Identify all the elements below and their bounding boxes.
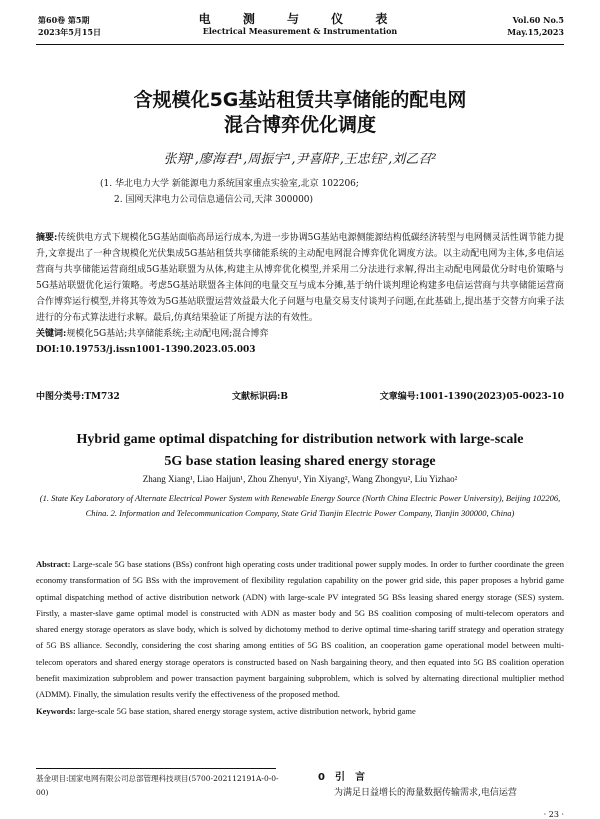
article-number: 文章编号:1001-1390(2023)05-0023-10 xyxy=(379,392,564,402)
en-abstract-label: Abstract: xyxy=(36,559,71,569)
cn-keywords-text: 规模化5G基站;共享储能系统;主动配电网;混合博弈 xyxy=(66,329,269,339)
doi: DOI:10.19753/j.issn1001-1390.2023.05.003 xyxy=(36,345,256,355)
footnote-divider xyxy=(36,768,276,769)
cn-abstract-label: 摘要: xyxy=(36,233,58,243)
en-title-line2: 5G base station leasing shared energy storage xyxy=(164,454,436,469)
cn-keywords-label: 关键词: xyxy=(36,329,67,339)
date-en: May.15,2023 xyxy=(507,27,564,37)
en-title-line1: Hybrid game optimal dispatching for distribution network with large-scale xyxy=(76,432,524,447)
journal-title-cn: 电 测 与 仪 表 xyxy=(198,12,402,26)
cn-affiliation-1: (1. 华北电力大学 新能源电力系统国家重点实验室,北京 102206; xyxy=(100,179,359,189)
en-affiliations: (1. State Key Laboratory of Alternate Electrical Power System with Renewable Energy Source (North China Electric Power University), Beijing 102206, China. 2. Information and Telecommunication Company, State Grid Tianjin Electric Power Company, Tianjin 300000, China) xyxy=(39,493,561,518)
date-cn: 2023年5月15日 xyxy=(38,27,101,37)
introduction-heading: 0 引 言 xyxy=(318,772,365,783)
volume-issue-en: Vol.60 No.5 xyxy=(512,15,564,25)
introduction-text: 为满足日益增长的海量数据传输需求,电信运营 xyxy=(334,788,517,798)
clc-number: 中图分类号:TM732 xyxy=(36,392,120,402)
en-abstract-block xyxy=(36,556,564,719)
funding-footnote: 基金项目:国家电网有限公司总部管理科技项目(5700-202112191A-0-0-00) xyxy=(36,774,279,797)
volume-issue-cn: 第60卷 第5期 xyxy=(38,15,90,25)
cn-authors: 张翔¹,廖海君¹,周振宇¹,尹喜阳²,王忠钰²,刘乙召² xyxy=(163,152,437,167)
en-abstract-text: Large-scale 5G base stations (BSs) confront high operating costs under traditional power supply modes. In order to further coordinate the green economy transformation of 5G BSs with the improvement of flexibility regulation capability on the power grid side, this paper proposes a hybrid game optimal dispatching method of active distribution network (ADN) with large-scale PV integrated 5G BSs leasing shared energy storage (SES) system. Firstly, a master-slave game optimal model is constructed with ADN as master body and 5G BS coalition composing of multi-telecom operators and shared energy storage operators as slave body, which is solved by dichotomy method to derive optimal time-sharing tariff strategy and operation strategy of 5G BS alliance. Secondly, considering the cost sharing among entities of 5G BS coalition, an cooperation game operational model between multi-telecom operators and shared energy storage operators is constructed based on Nash bargaining theory, and then equated into 5G BS coalition operation benefit maximization subproblem and power transaction payment bargaining subproblem, which is solved by alternating directional multiplier method (ADMM). Finally, the simulation results verify the effectiveness of the proposed method. xyxy=(36,559,565,700)
page-number: · 23 · xyxy=(543,810,564,819)
cn-title-line2: 混合博弈优化调度 xyxy=(223,114,376,136)
cn-abstract-block xyxy=(36,230,564,358)
en-authors: Zhang Xiang¹, Liao Haijun¹, Zhou Zhenyu¹, Yin Xiyang², Wang Zhongyu², Liu Yizhao² xyxy=(142,474,458,484)
header-divider xyxy=(36,44,564,45)
cn-title-line1: 含规模化5G基站租赁共享储能的配电网 xyxy=(133,89,467,111)
cn-affiliations xyxy=(100,176,510,208)
en-keywords-label: Keywords: xyxy=(36,705,76,716)
journal-title-en: Electrical Measurement & Instrumentation xyxy=(202,26,398,36)
cn-affiliation-2: 2. 国网天津电力公司信息通信公司,天津 300000) xyxy=(114,195,314,205)
header-right xyxy=(507,14,564,38)
en-keywords-text: large-scale 5G base station, shared energy storage system, active distribution network, hybrid game xyxy=(77,705,416,716)
document-code: 文献标识码:B xyxy=(232,392,288,402)
cn-title xyxy=(0,88,600,138)
cn-abstract-text: 传统供电方式下规模化5G基站面临高昂运行成本,为进一步协调5G基站电源侧能源结构低碳经济转型与电网侧灵活性调节能力提升,文章提出了一种含规模化光伏集成5G基站租赁共享储能系统的主动配电网混合博弈优化调度方法。以主动配电网为主体,多电信运营商与共享储能运营商组成5G基站联盟为从体,构建主从博弈优化模型,并采用二分法进行求解,得出主动配电网最优分时电价策略与5G基站联盟优化运行策略。考虑5G基站联盟各主体间的电量交互与成本分摊,基于纳什谈判理论构建多电信运营商与共享储能运营商合作博弈运行模型,并将其等效为5G基站联盟运营效益最大化子问题与电量交易支付谈判子问题,在此基础上,提出基于交替方向乘子法进行的分布式算法进行求解。最后,仿真结果验证了所提方法的有效性。 xyxy=(36,233,564,323)
en-title xyxy=(40,429,560,473)
